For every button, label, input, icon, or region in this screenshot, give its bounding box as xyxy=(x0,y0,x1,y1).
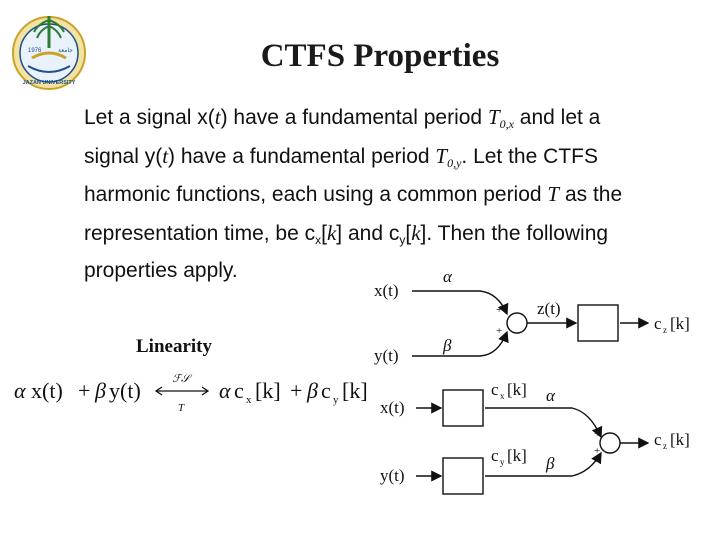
bottom-cx-sub: x xyxy=(500,391,505,401)
slide-title: CTFS Properties xyxy=(260,38,500,74)
bottom-cy-k: [k] xyxy=(507,446,527,465)
bottom-cy-sub: y xyxy=(500,457,505,467)
eq-beta: β xyxy=(95,378,106,403)
bottom-output-k: [k] xyxy=(670,430,690,449)
bottom-beta: β xyxy=(546,454,555,473)
top-fs-block xyxy=(578,305,618,341)
university-emblem-icon xyxy=(8,8,90,92)
top-x-input: x(t) xyxy=(374,281,399,300)
eq-sub-x: x xyxy=(246,394,252,406)
top-plus-in-2: + xyxy=(496,325,503,337)
bottom-plus-in-1: + xyxy=(594,428,601,440)
top-output-c: c xyxy=(654,314,662,333)
linearity-block-diagram xyxy=(360,255,710,505)
bottom-cy-c: c xyxy=(491,446,499,465)
top-alpha: α xyxy=(443,267,452,286)
eq-plus-2: + xyxy=(290,378,303,403)
double-arrow-icon xyxy=(156,387,208,395)
eq-alpha: α xyxy=(14,378,26,403)
top-z-signal: z(t) xyxy=(537,299,561,318)
top-output-sub: z xyxy=(663,325,667,335)
body-line-5: properties apply. xyxy=(84,259,238,282)
top-y-input: y(t) xyxy=(374,346,399,365)
bottom-cx-c: c xyxy=(491,380,499,399)
eq-alpha-2: α xyxy=(219,378,231,403)
eq-plus: + xyxy=(78,378,91,403)
eq-arrow-bottom: T xyxy=(177,402,185,414)
logo-university-name: JAZAN UNIVERSITY xyxy=(22,80,76,86)
eq-x-t: x(t) xyxy=(31,378,63,403)
top-output-k: [k] xyxy=(670,314,690,333)
linearity-label: Linearity xyxy=(136,336,212,357)
logo-year: 1976 xyxy=(28,48,42,54)
eq-k-1: [k] xyxy=(255,378,281,403)
logo-arabic: جامعة xyxy=(58,47,73,54)
eq-c-y: c xyxy=(321,378,331,403)
bottom-plus-in-2: + xyxy=(594,445,601,457)
linearity-equation xyxy=(0,360,380,420)
top-beta: β xyxy=(443,336,452,355)
bottom-summing-junction xyxy=(600,433,620,453)
bottom-x-input: x(t) xyxy=(380,398,405,417)
eq-k-2: [k] xyxy=(342,378,368,403)
bottom-alpha: α xyxy=(546,386,555,405)
eq-c-x: c xyxy=(234,378,244,403)
top-plus-in-1: + xyxy=(496,304,503,316)
bottom-output-c: c xyxy=(654,430,662,449)
bottom-y-input: y(t) xyxy=(380,466,405,485)
body-line-4: representation time, be $c_x[k]$ and $c_y[k]$. Then the following xyxy=(84,220,609,247)
eq-arrow-top: ℱ𝒮 xyxy=(172,373,190,385)
bottom-fs-block-2 xyxy=(443,458,483,494)
body-line-3: harmonic functions, each using a common period T as the xyxy=(84,182,623,206)
eq-beta-2: β xyxy=(307,378,318,403)
body-line-2: signal y(t) have a fundamental period $T_{0,y}$. Let the CTFS xyxy=(84,143,598,170)
top-summing-junction xyxy=(507,313,527,333)
eq-sub-y: y xyxy=(333,394,339,406)
bottom-cx-k: [k] xyxy=(507,380,527,399)
bottom-output-sub: z xyxy=(663,441,667,451)
eq-y-t: y(t) xyxy=(109,378,141,403)
body-line-1: Let a signal x(t) have a fundamental period $T_{0,x}$ and let a xyxy=(84,105,601,131)
bottom-fs-block-1 xyxy=(443,390,483,426)
